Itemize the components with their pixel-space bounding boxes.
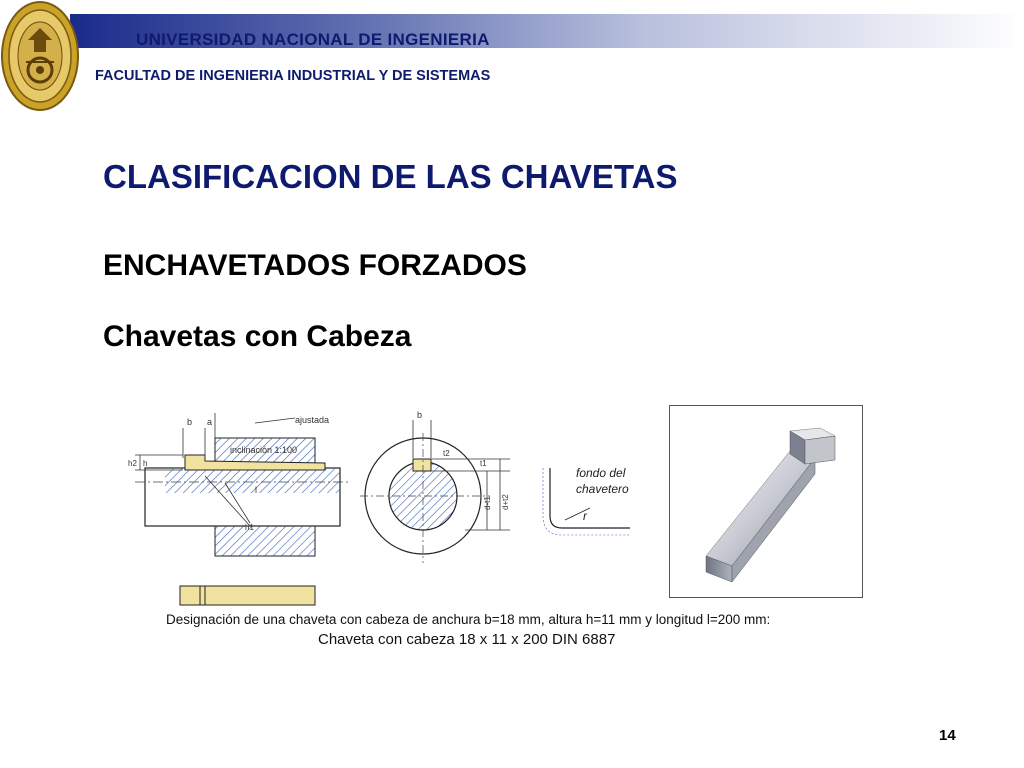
page-number: 14	[939, 727, 956, 744]
label-d-t2: d+t2	[501, 494, 510, 510]
subsection-heading: Chavetas con Cabeza	[103, 320, 412, 353]
label-d-t1: d-t1	[483, 496, 492, 510]
label-h: h	[143, 459, 148, 468]
label-l: l	[255, 485, 257, 495]
label-b: b	[187, 417, 193, 427]
label-h2: h2	[128, 459, 137, 468]
university-seal-logo	[0, 0, 82, 112]
label-t2: t2	[443, 449, 450, 458]
label-inclinacion: inclinación 1:100	[230, 445, 298, 455]
designation-example: Chaveta con cabeza 18 x 11 x 200 DIN 6887	[318, 631, 616, 648]
label-ajustada: ajustada	[295, 415, 330, 425]
hub-lower	[215, 526, 315, 556]
label-t1: t1	[480, 459, 487, 468]
label-a: a	[207, 417, 213, 427]
university-name: UNIVERSIDAD NACIONAL DE INGENIERIA	[136, 30, 490, 49]
label-r: r	[583, 509, 587, 523]
designation-text: Designación de una chaveta con cabeza de anchura b=18 mm, altura h=11 mm y longitud l=200 mm:	[166, 612, 771, 627]
key-technical-drawing	[125, 398, 645, 613]
key-cross-section	[413, 459, 431, 471]
label-h1: h1	[245, 523, 254, 532]
section-heading: ENCHAVETADOS FORZADOS	[103, 249, 527, 282]
slide-title: CLASIFICACION DE LAS CHAVETAS	[103, 158, 678, 195]
faculty-name: FACULTAD DE INGENIERIA INDUSTRIAL Y DE SISTEMAS	[95, 68, 491, 84]
key-photo-render	[670, 406, 862, 597]
gib-head-key-photo	[669, 405, 863, 598]
label-b-section: b	[417, 410, 423, 420]
label-fondo: fondo del	[576, 466, 626, 480]
label-chavetero: chavetero	[576, 482, 629, 496]
